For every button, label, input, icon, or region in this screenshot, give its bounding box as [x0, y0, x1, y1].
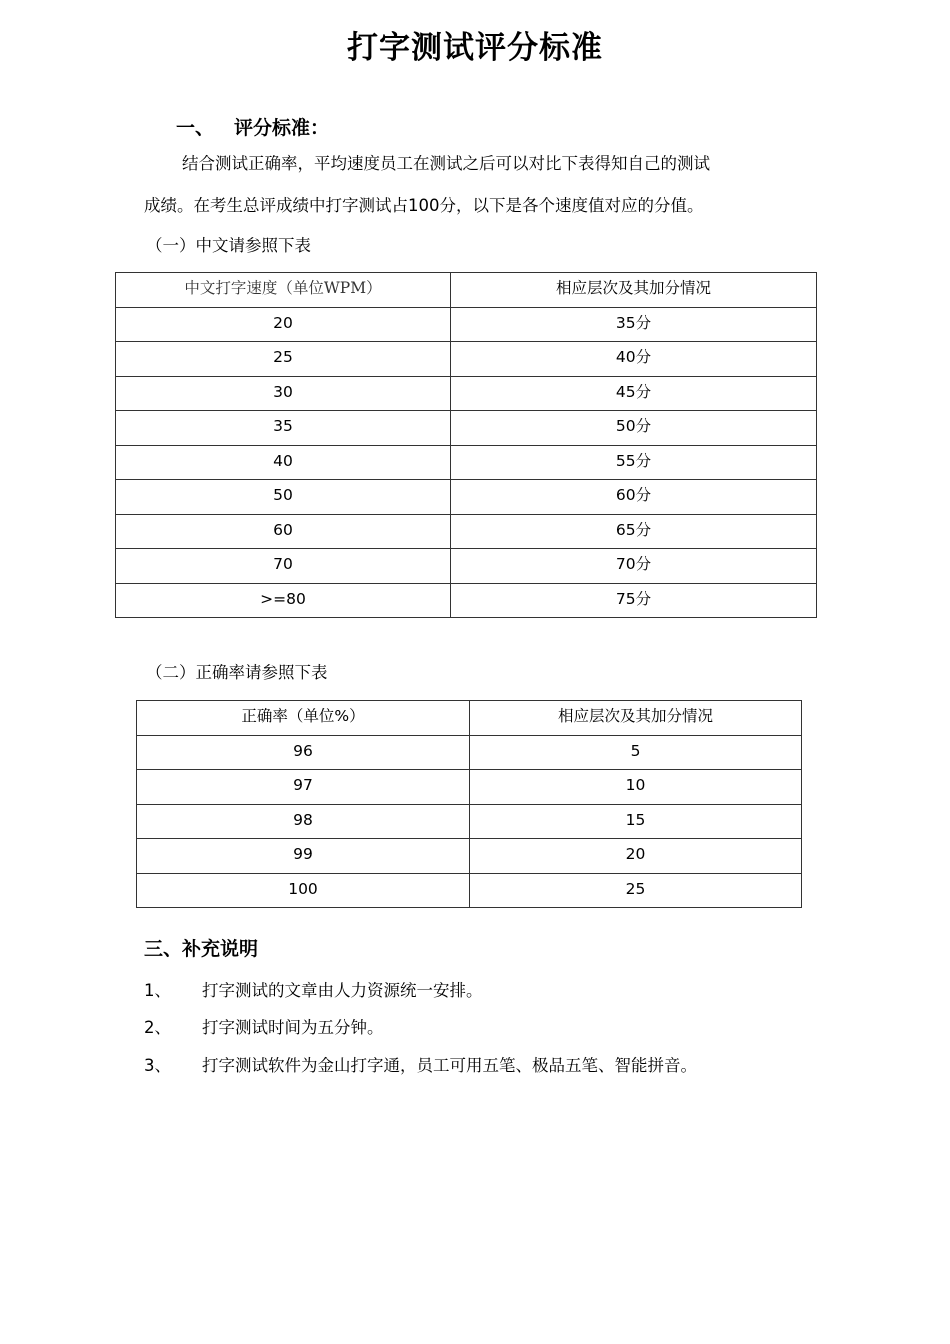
note-number: 1、: [144, 981, 171, 1000]
table-cell: 40: [116, 445, 451, 480]
table-cell: 40分: [451, 342, 817, 377]
section1-number: 一、: [176, 117, 215, 139]
table-row: [116, 342, 817, 377]
table-cell: 25: [470, 873, 802, 908]
table-cell: 50分: [451, 411, 817, 446]
table-row: [137, 839, 802, 874]
table-cell: 50: [116, 480, 451, 515]
table-header-row: [137, 701, 802, 736]
note-item: [144, 977, 483, 1001]
note-number: 2、: [144, 1018, 171, 1037]
table-header-cell: 正确率（单位%）: [137, 701, 470, 736]
table-header-cell: 相应层次及其加分情况: [451, 273, 817, 308]
table-row: [116, 307, 817, 342]
table-row: [116, 514, 817, 549]
intro-paragraph-line1: 结合测试正确率，平均速度员工在测试之后可以对比下表得知自己的测试: [182, 154, 710, 173]
table-cell: 75分: [451, 583, 817, 618]
table-cell: 60分: [451, 480, 817, 515]
table-cell: 97: [137, 770, 470, 805]
table-cell: 25: [116, 342, 451, 377]
speed-score-table: [115, 272, 817, 618]
table-row: [116, 480, 817, 515]
table-row: [137, 804, 802, 839]
table-row: [116, 445, 817, 480]
table-cell: 10: [470, 770, 802, 805]
table-header-row: [116, 273, 817, 308]
table-cell: 70: [116, 549, 451, 584]
table-row: [116, 376, 817, 411]
table-row: [116, 549, 817, 584]
accuracy-score-table: [136, 700, 802, 908]
table-header-cell: 相应层次及其加分情况: [470, 701, 802, 736]
table-row: [116, 411, 817, 446]
note-item: [144, 1014, 384, 1038]
table-cell: 99: [137, 839, 470, 874]
note-text: 打字测试时间为五分钟。: [202, 1018, 384, 1037]
section1-title: 评分标准：: [234, 117, 330, 139]
table-header-cell: 中文打字速度（单位WPM）: [116, 273, 451, 308]
table-cell: 5: [470, 735, 802, 770]
note-item: [144, 1052, 697, 1076]
table-cell: 100: [137, 873, 470, 908]
table-cell: 45分: [451, 376, 817, 411]
table-cell: 70分: [451, 549, 817, 584]
table-cell: 55分: [451, 445, 817, 480]
table-cell: 35分: [451, 307, 817, 342]
table-cell: 65分: [451, 514, 817, 549]
note-text: 打字测试的文章由人力资源统一安排。: [202, 981, 483, 1000]
table-cell: 20: [470, 839, 802, 874]
table-row: [137, 770, 802, 805]
table-row: [116, 583, 817, 618]
section1-heading: [176, 113, 329, 140]
table-cell: 60: [116, 514, 451, 549]
table-row: [137, 873, 802, 908]
note-number: 3、: [144, 1056, 171, 1075]
table-cell: 15: [470, 804, 802, 839]
note-text: 打字测试软件为金山打字通，员工可用五笔、极品五笔、智能拼音。: [202, 1056, 697, 1075]
page-title: 打字测试评分标准: [347, 30, 603, 66]
section3-heading: 三、补充说明: [144, 938, 259, 960]
table-cell: 35: [116, 411, 451, 446]
table1-caption: （一）中文请参照下表: [146, 236, 311, 255]
table2-caption: （二）正确率请参照下表: [146, 663, 328, 682]
table-cell: 30: [116, 376, 451, 411]
intro-paragraph-line2: 成绩。在考生总评成绩中打字测试占100分，以下是各个速度值对应的分值。: [144, 196, 704, 215]
table-cell: 20: [116, 307, 451, 342]
table-cell: 98: [137, 804, 470, 839]
table-cell: 96: [137, 735, 470, 770]
table-row: [137, 735, 802, 770]
table-cell: >=80: [116, 583, 451, 618]
